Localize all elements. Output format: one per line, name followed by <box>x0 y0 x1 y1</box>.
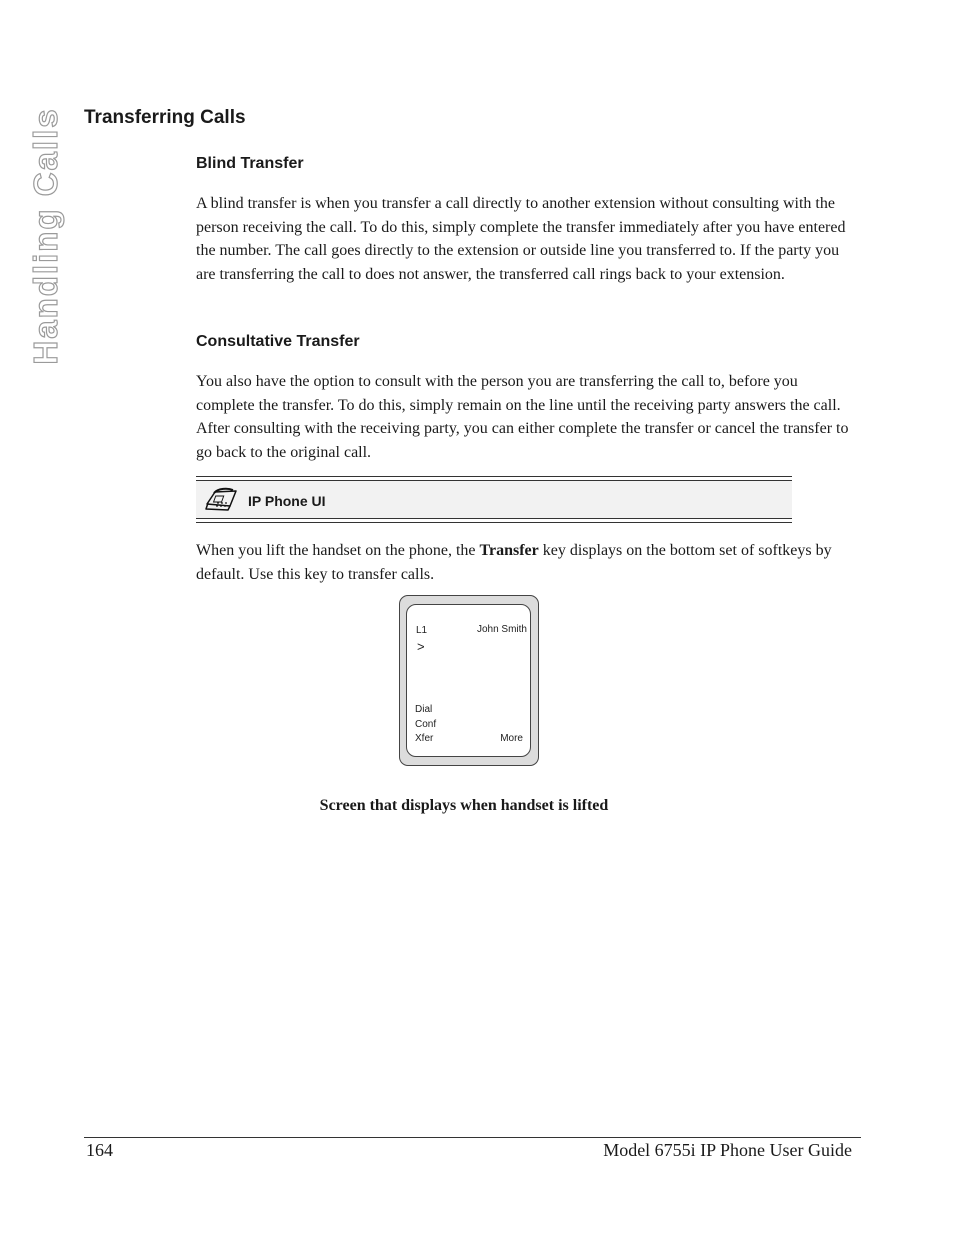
phone-screen <box>406 604 531 757</box>
consultative-transfer-body: You also have the option to consult with the person you are transferring the call to, before you complete the transfer. To do this, simply remain on the line until the receiving party answers the call. After consulting with the receiving party, you can either complete the transfer or cancel the transfer to go back to the original call. <box>196 373 849 461</box>
section-title: Transferring Calls <box>84 107 246 128</box>
guide-title: Model 6755i IP Phone User Guide <box>603 1140 852 1160</box>
page-number: 164 <box>86 1140 113 1160</box>
instruction-after: key displays on the bottom set of softkeys by default. Use this key to transfer calls. <box>196 542 832 583</box>
footer-rule <box>84 1137 861 1138</box>
caller-name: John Smith <box>476 624 527 635</box>
blind-transfer-heading: Blind Transfer <box>196 155 304 172</box>
phone-icon <box>204 487 240 518</box>
ip-phone-ui-label: IP Phone UI <box>248 493 326 509</box>
line-indicator: L1 <box>416 625 428 636</box>
softkey-dial: Dial <box>415 704 433 715</box>
softkey-more: More <box>500 733 523 744</box>
phone-display-illustration <box>399 595 539 766</box>
blind-transfer-body: A blind transfer is when you transfer a call directly to another extension without consulting with the person receiving the call. To do this, simply complete the transfer immediately after you have entered the number. The call goes directly to the extension or outside line you transferred to. If the party you are transferring the call to does not answer, the transferred call rings back to your extension. <box>196 195 846 283</box>
softkey-xfer: Xfer <box>415 733 434 744</box>
transfer-key-name: Transfer <box>479 542 539 559</box>
softkey-conf: Conf <box>415 719 437 730</box>
input-prompt: > <box>417 639 425 654</box>
instruction-text <box>196 539 860 586</box>
instruction-before: When you lift the handset on the phone, the <box>196 542 480 559</box>
consultative-transfer-heading: Consultative Transfer <box>196 333 360 350</box>
ip-phone-ui-banner <box>196 476 792 523</box>
figure-caption: Screen that displays when handset is lifted <box>319 797 609 814</box>
side-tab-label: Handling Calls <box>27 107 64 365</box>
